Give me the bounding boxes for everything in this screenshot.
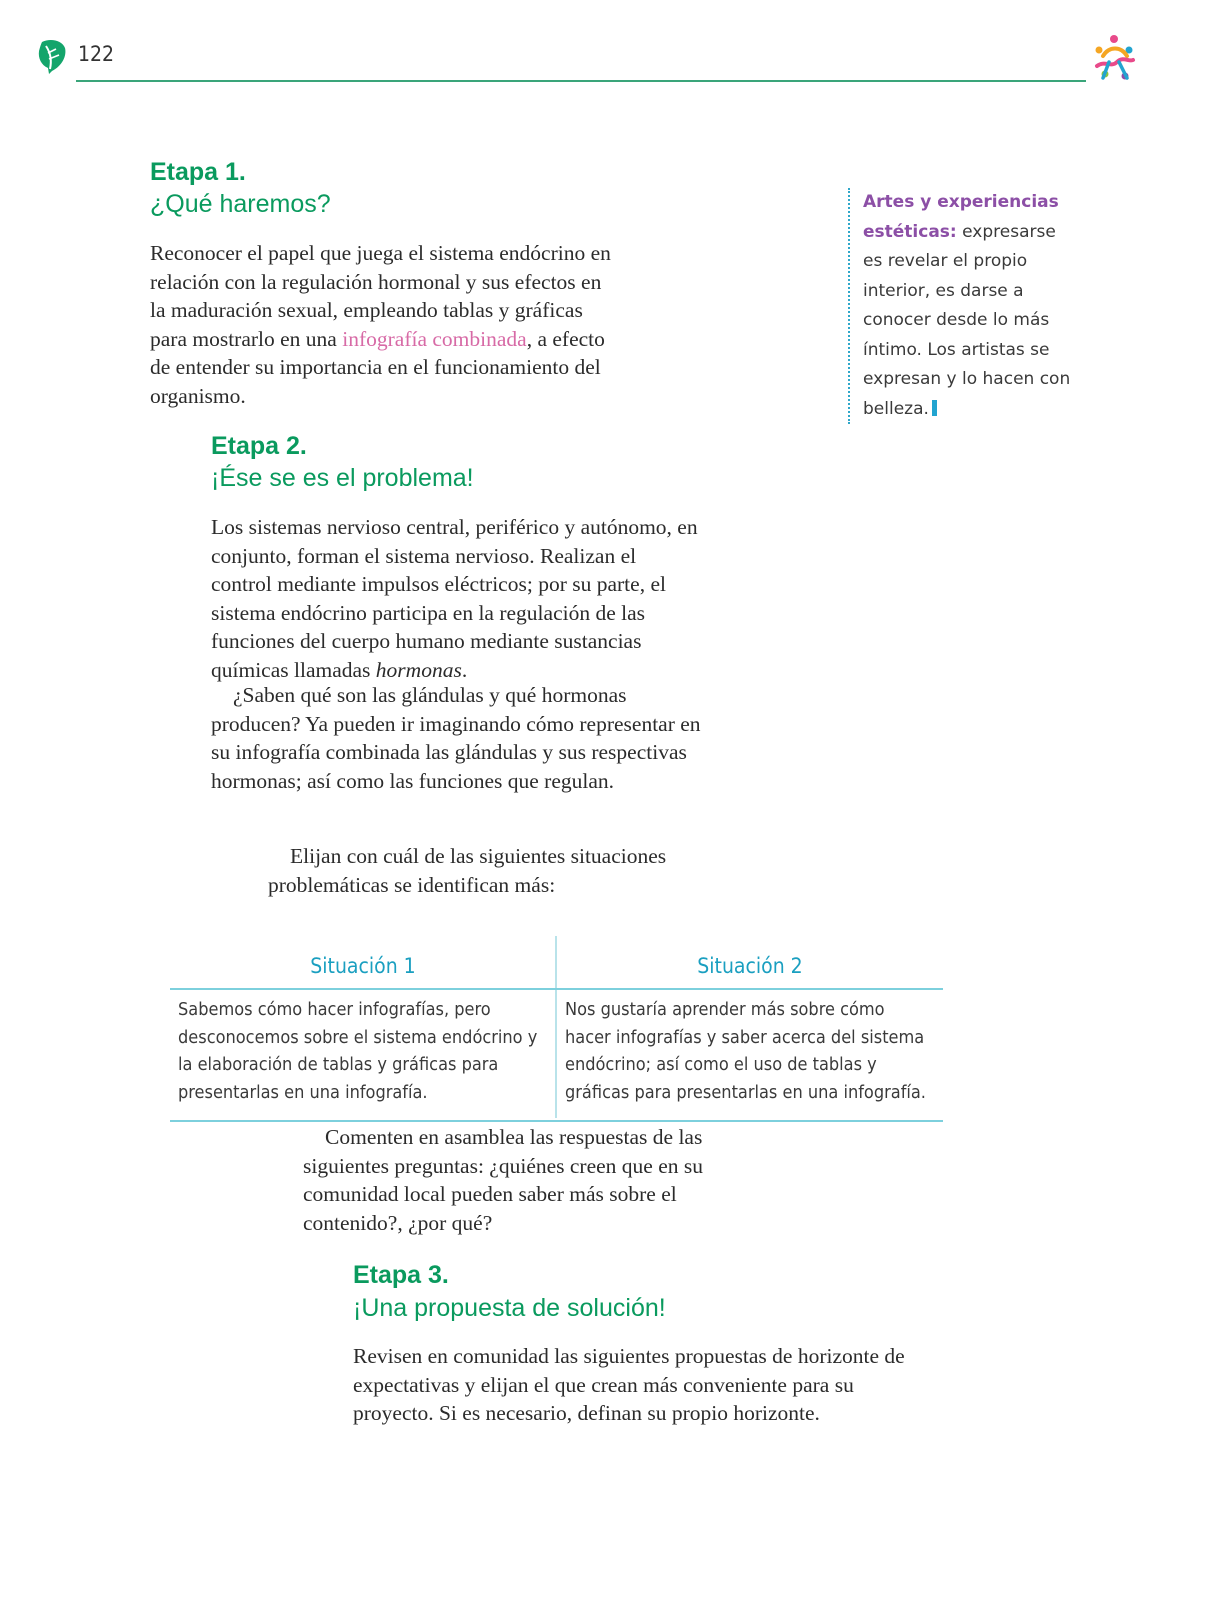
etapa1-subtitle: ¿Qué haremos? — [150, 190, 331, 218]
header-divider — [76, 80, 1086, 82]
situations-instruction: Elijan con cuál de las siguientes situaciones problemáticas se identifican más: — [268, 844, 667, 897]
etapa2-paragraph-2: ¿Saben qué son las glándulas y qué hormonas producen? Ya pueden ir imaginando cómo representar en su infografía combinada las glándulas y sus respectivas hormonas; así como las funciones que regulan. — [211, 683, 701, 793]
hormonas-term: hormonas — [375, 657, 462, 682]
etapa2-title: Etapa 2. — [211, 432, 307, 460]
situacion-1-text: Sabemos cómo hacer infografías, pero desconocemos sobre el sistema endócrino y la elaboración de tablas y gráficas para presentarlas en una infografía. — [178, 999, 538, 1103]
end-mark-icon — [932, 400, 937, 416]
etapa2-paragraph-1 — [211, 513, 701, 684]
assembly-paragraph: Comenten en asamblea las respuestas de las siguientes preguntas: ¿quiénes creen que en su comunidad local pueden saber más sobre el contenido?, ¿por qué? — [303, 1125, 704, 1235]
sidebar-text: expresarse es revelar el propio interior, es darse a conocer desde lo más íntimo. Los artistas se expresan y lo hacen con belleza. — [863, 221, 1071, 419]
colorful-figures-emblem-icon — [1087, 32, 1141, 86]
infografia-link[interactable]: infografía combinada — [342, 326, 527, 351]
page-number: 122 — [78, 42, 115, 66]
situacion-2-text: Nos gustaría aprender más sobre cómo hacer infografías y saber acerca del sistema endócrino; así como el uso de tablas y gráficas para presentarlas en una infografía. — [565, 999, 926, 1103]
table-header-row — [170, 940, 943, 990]
header-situacion-1: Situación 1 — [310, 954, 416, 978]
etapa3-paragraph: Revisen en comunidad las siguientes propuestas de horizonte de expectativas y elijan el que crean más conveniente para su proyecto. Si es necesario, definan su propio horizonte. — [353, 1344, 905, 1425]
etapa1-text: Reconocer el papel que juega el sistema endócrino en relación con la regulación hormonal y sus efectos en la maduración sexual, empleando tablas y gráficas para mostrarlo en una — [150, 241, 611, 351]
etapa2-text: Los sistemas nervioso central, periférico y autónomo, en conjunto, forman el sistema nervioso. Realizan el control mediante impulsos eléctricos; por su parte, el sistema endócrino participa en la regulación de las funciones del cuerpo humano mediante sustancias químicas llamadas — [211, 515, 698, 682]
etapa1-text-end: , a efecto de entender su importancia en el funcionamiento del organismo. — [150, 326, 605, 408]
table-row — [170, 990, 943, 1122]
header-situacion-2: Situación 2 — [697, 954, 803, 978]
sidebar-title: Artes y experiencias estéticas: — [863, 192, 1059, 242]
etapa1-paragraph — [150, 239, 620, 410]
etapa1-title: Etapa 1. — [150, 158, 246, 186]
arts-sidebar-note — [848, 188, 1078, 424]
leaf-logo-icon — [36, 38, 68, 74]
etapa3-title: Etapa 3. — [353, 1261, 449, 1289]
situations-table — [170, 940, 943, 1122]
etapa2-text-end: . — [461, 657, 468, 682]
etapa2-subtitle: ¡Ése se es el problema! — [211, 464, 474, 492]
etapa3-subtitle: ¡Una propuesta de solución! — [353, 1294, 666, 1322]
